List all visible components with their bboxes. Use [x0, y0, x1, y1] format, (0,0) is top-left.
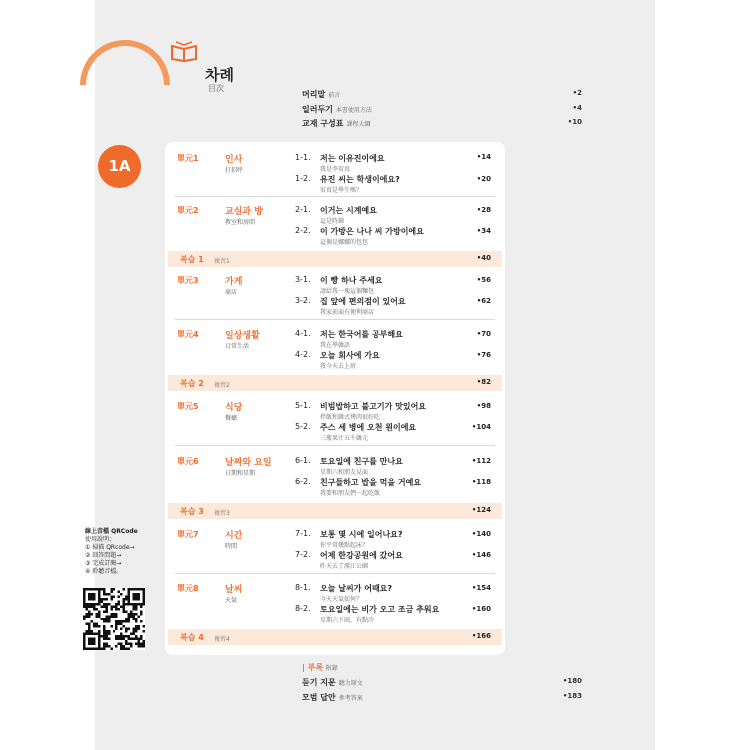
lesson-number: 3-1.	[295, 275, 311, 284]
lesson-page: •154	[471, 584, 491, 592]
lesson-number: 1-1.	[295, 153, 311, 162]
lesson-page: •28	[476, 206, 491, 214]
lesson-number: 2-2.	[295, 226, 311, 235]
lesson-title[interactable]: 이 가방은 나나 씨 가방이에요	[320, 227, 424, 236]
review-row[interactable]: 복습 4 複習4 •166	[168, 629, 502, 645]
lesson-subtitle: 我在學韓語	[320, 342, 351, 349]
lesson-number: 8-2.	[295, 604, 311, 613]
lesson-page: •104	[471, 423, 491, 431]
lesson-subtitle: 星期六下雨，有點冷	[320, 617, 375, 624]
lesson-title[interactable]: 저는 한국어를 공부해요	[320, 330, 403, 339]
lesson-subtitle: 你平常幾點起床？	[320, 542, 369, 549]
lesson-number: 5-2.	[295, 422, 311, 431]
lesson-subtitle: 我要和朋友們一起吃飯	[320, 490, 381, 497]
lesson-title[interactable]: 보통 몇 시에 일어나요?	[320, 530, 403, 539]
lesson-title[interactable]: 비빔밥하고 불고기가 맛있어요	[320, 402, 427, 411]
unit-tag: 單元5	[177, 402, 199, 411]
review-row[interactable]: 복습 2 複習2 •82	[168, 375, 502, 391]
lesson-subtitle: 這是時鐘	[320, 218, 345, 225]
unit-subtitle: 商店	[225, 289, 238, 296]
divider	[175, 196, 495, 197]
lesson-number: 7-2.	[295, 550, 311, 559]
lesson-number: 6-1.	[295, 456, 311, 465]
contents-card	[165, 142, 505, 655]
unit-title: 일상생활	[225, 331, 260, 341]
appendix-header: | 부록 附錄	[302, 663, 338, 672]
unit-subtitle: 天氣	[225, 597, 238, 604]
lesson-subtitle: 這個是娜娜的包包	[320, 239, 369, 246]
unit-tag: 單元1	[177, 154, 199, 163]
lesson-number: 5-1.	[295, 401, 311, 410]
lesson-page: •160	[471, 605, 491, 613]
unit-tag: 單元6	[177, 457, 199, 466]
unit-title: 날씨	[225, 585, 243, 595]
lesson-page: •118	[471, 478, 491, 486]
unit-subtitle: 日期和星期	[225, 470, 256, 477]
lesson-number: 2-1.	[295, 205, 311, 214]
volume-badge: 1A	[98, 145, 141, 188]
unit-title: 교실과 방	[225, 207, 263, 217]
lesson-subtitle: 拌飯和韓式烤肉很好吃	[320, 414, 381, 421]
unit-subtitle: 時間	[225, 543, 238, 550]
lesson-number: 4-1.	[295, 329, 311, 338]
unit-title: 시간	[225, 531, 243, 541]
lesson-page: •56	[476, 276, 491, 284]
lesson-subtitle: 宥真是學生嗎？	[320, 187, 363, 194]
lesson-title[interactable]: 집 앞에 편의점이 있어요	[320, 297, 406, 306]
lesson-subtitle: 今天天氣如何？	[320, 596, 363, 603]
appendix-item[interactable]: 듣기 지문 聽力原文 •180	[302, 677, 582, 687]
lesson-subtitle: 我家前面有便利商店	[320, 309, 375, 316]
lesson-title[interactable]: 오늘 회사에 가요	[320, 351, 380, 360]
divider	[175, 573, 495, 574]
lesson-page: •140	[471, 530, 491, 538]
lesson-subtitle: 請給我一塊這個麵包	[320, 288, 375, 295]
unit-tag: 單元3	[177, 276, 199, 285]
lesson-page: •14	[476, 153, 491, 161]
lesson-number: 4-2.	[295, 350, 311, 359]
qr-instructions: 線上音檔 QRCode 使用說明： ① 掃描 QRcode→ ② 回答問題→ ③ 完成訂閱→ ④ 聆聽音檔。	[85, 528, 138, 575]
lesson-number: 8-1.	[295, 583, 311, 592]
lesson-number: 3-2.	[295, 296, 311, 305]
page-subtitle: 目次	[208, 84, 224, 93]
lesson-number: 1-2.	[295, 174, 311, 183]
review-row[interactable]: 복습 3 複習3 •124	[168, 503, 502, 519]
unit-subtitle: 日常生活	[225, 343, 250, 350]
lesson-page: •98	[476, 402, 491, 410]
lesson-number: 6-2.	[295, 477, 311, 486]
divider	[175, 445, 495, 446]
lesson-subtitle: 星期六和朋友見面	[320, 469, 369, 476]
qr-code-icon[interactable]	[83, 588, 145, 650]
lesson-number: 7-1.	[295, 529, 311, 538]
unit-tag: 單元2	[177, 206, 199, 215]
unit-tag: 單元8	[177, 584, 199, 593]
lesson-title[interactable]: 친구들하고 밥을 먹을 거예요	[320, 478, 422, 487]
lesson-subtitle: 我是李宥真	[320, 166, 351, 173]
front-matter-item[interactable]: 일러두기 本書使用方法 •4	[302, 104, 582, 114]
book-icon	[170, 40, 198, 62]
appendix-item[interactable]: 모범 답안 參考答案 •183	[302, 692, 582, 702]
lesson-page: •76	[476, 351, 491, 359]
lesson-title[interactable]: 주스 세 병에 오천 원이에요	[320, 423, 417, 432]
unit-tag: 單元4	[177, 330, 199, 339]
lesson-page: •20	[476, 175, 491, 183]
unit-tag: 單元7	[177, 530, 199, 539]
front-matter-item[interactable]: 교재 구성표 課程大綱 •10	[302, 118, 582, 128]
unit-title: 가게	[225, 277, 243, 287]
lesson-title[interactable]: 이 빵 하나 주세요	[320, 276, 383, 285]
lesson-title[interactable]: 어제 한강공원에 갔어요	[320, 551, 403, 560]
review-row[interactable]: 복습 1 複習1 •40	[168, 251, 502, 267]
lesson-title[interactable]: 토요일에 친구를 만나요	[320, 457, 403, 466]
lesson-subtitle: 三瓶果汁五千韓元	[320, 435, 369, 442]
lesson-title[interactable]: 오늘 날씨가 어때요?	[320, 584, 393, 593]
front-matter-item[interactable]: 머리말 前言 •2	[302, 89, 582, 99]
lesson-title[interactable]: 토요일에는 비가 오고 조금 추워요	[320, 605, 440, 614]
unit-title: 식당	[225, 403, 243, 413]
unit-subtitle: 教室和房間	[225, 219, 256, 226]
unit-title: 날짜와 요일	[225, 458, 272, 468]
lesson-page: •112	[471, 457, 491, 465]
lesson-subtitle: 昨天去了漢江公園	[320, 563, 369, 570]
unit-subtitle: 打招呼	[225, 167, 244, 174]
unit-title: 인사	[225, 155, 243, 165]
lesson-page: •62	[476, 297, 491, 305]
lesson-title[interactable]: 이거는 시계예요	[320, 206, 377, 215]
lesson-subtitle: 我今天去上班	[320, 363, 357, 370]
page-title: 차례	[205, 66, 234, 84]
divider	[175, 319, 495, 320]
lesson-page: •70	[476, 330, 491, 338]
lesson-page: •34	[476, 227, 491, 235]
lesson-title[interactable]: 유진 씨는 학생이에요?	[320, 175, 400, 184]
unit-subtitle: 餐廳	[225, 415, 238, 422]
lesson-title[interactable]: 저는 이유진이에요	[320, 154, 385, 163]
lesson-page: •146	[471, 551, 491, 559]
